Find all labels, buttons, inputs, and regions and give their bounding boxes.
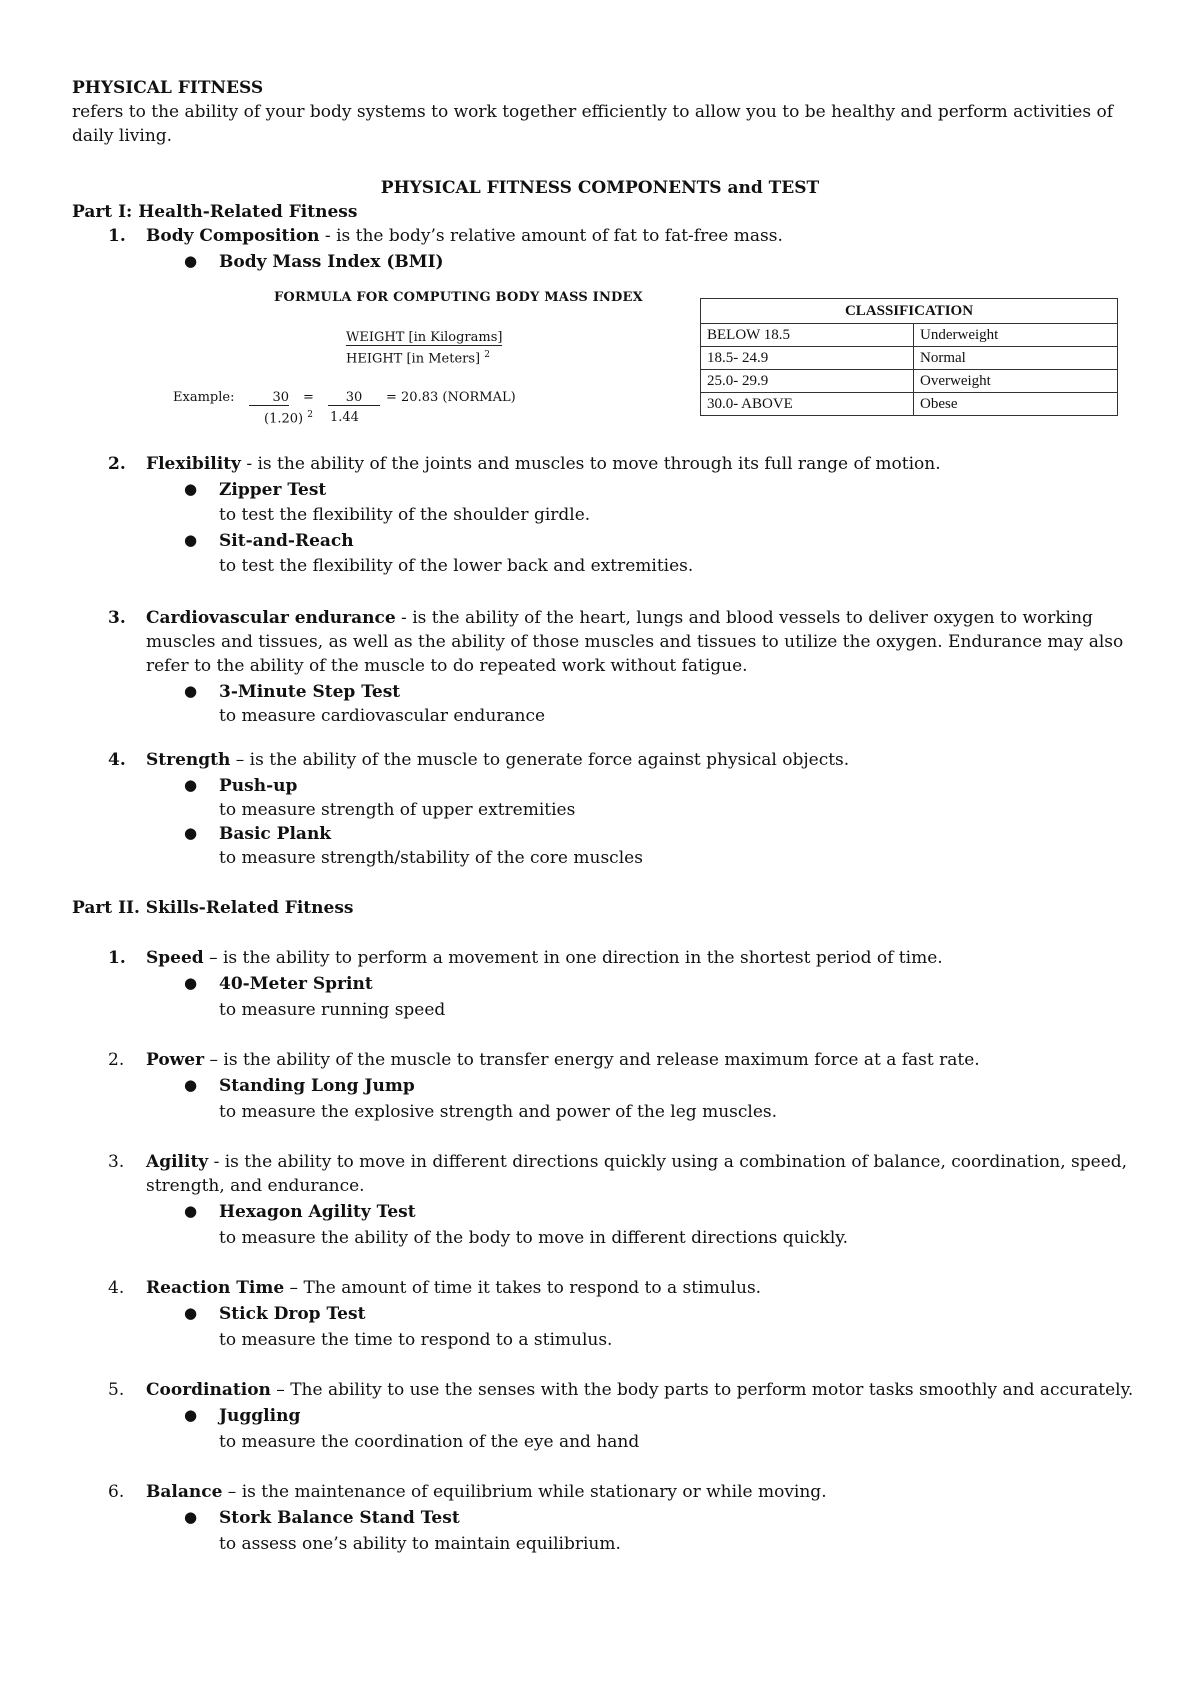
- bmi-numerator: WEIGHT [in Kilograms]: [346, 330, 503, 345]
- bullet-icon: ●: [184, 531, 198, 549]
- test-desc: to test the flexibility of the lower back and extremities.: [219, 556, 694, 576]
- table-header-row: [701, 299, 1118, 324]
- example-equals: =: [303, 390, 314, 405]
- list-item: Speed – is the ability to perform a movement in one direction in the shortest period of time.: [146, 948, 943, 968]
- test-name: Zipper Test: [219, 480, 327, 500]
- term-desc: - is the body’s relative amount of fat to fat-free mass.: [319, 226, 783, 246]
- test-name: Stork Balance Stand Test: [219, 1508, 460, 1528]
- page-title: PHYSICAL FITNESS: [72, 78, 264, 98]
- list-item: Reaction Time – The amount of time it takes to respond to a stimulus.: [146, 1278, 762, 1298]
- test-desc: to measure strength/stability of the core muscles: [219, 848, 643, 868]
- item-number: 1.: [108, 226, 126, 246]
- item-number: 1.: [108, 948, 126, 968]
- item-number: 3.: [108, 608, 126, 628]
- test-desc: to measure the time to respond to a stimulus.: [219, 1330, 613, 1350]
- test-name: Sit-and-Reach: [219, 531, 354, 551]
- classification-table: [700, 298, 1118, 416]
- test-desc: to assess one’s ability to maintain equilibrium.: [219, 1534, 621, 1554]
- item-number: 3.: [108, 1152, 125, 1172]
- item-number: 6.: [108, 1482, 125, 1502]
- test-name: Standing Long Jump: [219, 1076, 415, 1096]
- test-name: Hexagon Agility Test: [219, 1202, 416, 1222]
- list-item: Strength – is the ability of the muscle to generate force against physical objects.: [146, 750, 850, 770]
- table-row: 18.5- 24.9 Normal: [701, 347, 1118, 370]
- example-numerator-1: 30: [249, 390, 289, 406]
- part2-heading: Part II. Skills-Related Fitness: [72, 898, 354, 918]
- bullet-icon: ●: [184, 1508, 198, 1526]
- part1-heading: Part I: Health-Related Fitness: [72, 202, 358, 222]
- test-name: Basic Plank: [219, 824, 332, 844]
- list-item: Balance – is the maintenance of equilibrium while stationary or while moving.: [146, 1482, 827, 1502]
- bullet-icon: ●: [184, 682, 198, 700]
- list-item: Flexibility - is the ability of the joints and muscles to move through its full range of motion.: [146, 454, 941, 474]
- list-item: [146, 224, 783, 248]
- definition-text: refers to the ability of your body systems to work together efficiently to allow you to be healthy and perform activities of daily living.: [72, 102, 1114, 146]
- bullet-icon: ●: [184, 1202, 198, 1220]
- example-denominator-2: 1.44: [330, 410, 359, 425]
- bullet-icon: ●: [184, 776, 198, 794]
- example-denominator-1: (1.20) $^2$: [264, 410, 313, 427]
- test-desc: to measure the ability of the body to move in different directions quickly.: [219, 1228, 849, 1248]
- bullet-icon: ●: [184, 1076, 198, 1094]
- bullet-icon: ●: [184, 480, 198, 498]
- test-name: Push-up: [219, 776, 298, 796]
- test-name: Body Mass Index (BMI): [219, 252, 444, 272]
- test-name: 40-Meter Sprint: [219, 974, 373, 994]
- test-desc: to measure strength of upper extremities: [219, 800, 576, 820]
- test-name: Juggling: [219, 1406, 301, 1426]
- example-result: = 20.83 (NORMAL): [386, 390, 516, 405]
- list-item: Agility - is the ability to move in different directions quickly using a combination of balance, coordination, speed, strength, and endurance.: [146, 1152, 1128, 1196]
- test-desc: to measure the explosive strength and power of the leg muscles.: [219, 1102, 778, 1122]
- test-name: Stick Drop Test: [219, 1304, 366, 1324]
- table-header: CLASSIFICATION: [701, 299, 1118, 324]
- test-desc: to measure cardiovascular endurance: [219, 706, 546, 726]
- item-number: 4.: [108, 750, 126, 770]
- bmi-denominator: HEIGHT [in Meters] $^2$: [346, 350, 490, 367]
- list-item: Power – is the ability of the muscle to transfer energy and release maximum force at a fast rate.: [146, 1050, 980, 1070]
- bullet-icon: ●: [184, 1406, 198, 1424]
- list-item: Coordination – The ability to use the senses with the body parts to perform motor tasks smoothly and accurately.: [146, 1380, 1134, 1400]
- item-number: 4.: [108, 1278, 125, 1298]
- test-desc: to test the flexibility of the shoulder girdle.: [219, 505, 591, 525]
- bullet-icon: ●: [184, 824, 198, 842]
- item-number: 2.: [108, 1050, 125, 1070]
- bullet-icon: ●: [184, 974, 198, 992]
- bmi-formula-title: FORMULA FOR COMPUTING BODY MASS INDEX: [274, 290, 643, 305]
- item-number: 2.: [108, 454, 126, 474]
- test-name: 3-Minute Step Test: [219, 682, 401, 702]
- test-desc: to measure the coordination of the eye and hand: [219, 1432, 640, 1452]
- table-row: 25.0- 29.9 Overweight: [701, 370, 1118, 393]
- bullet-icon: ●: [184, 252, 198, 270]
- list-item: Cardiovascular endurance - is the ability of the heart, lungs and blood vessels to deliver oxygen to working muscles and tissues, as well as the ability of those muscles and tissues to utilize the oxygen. Endurance may also refer to the ability of the muscle to do repeated work without fatigue.: [146, 608, 1124, 676]
- example-label: Example:: [173, 390, 235, 405]
- table-row: BELOW 18.5 Underweight: [701, 324, 1118, 347]
- test-desc: to measure running speed: [219, 1000, 446, 1020]
- term: Body Composition: [146, 226, 320, 246]
- table-row: 30.0- ABOVE Obese: [701, 393, 1118, 416]
- item-number: 5.: [108, 1380, 125, 1400]
- bullet-icon: ●: [184, 1304, 198, 1322]
- example-numerator-2: 30: [328, 390, 380, 406]
- section-heading: PHYSICAL FITNESS COMPONENTS and TEST: [380, 178, 820, 198]
